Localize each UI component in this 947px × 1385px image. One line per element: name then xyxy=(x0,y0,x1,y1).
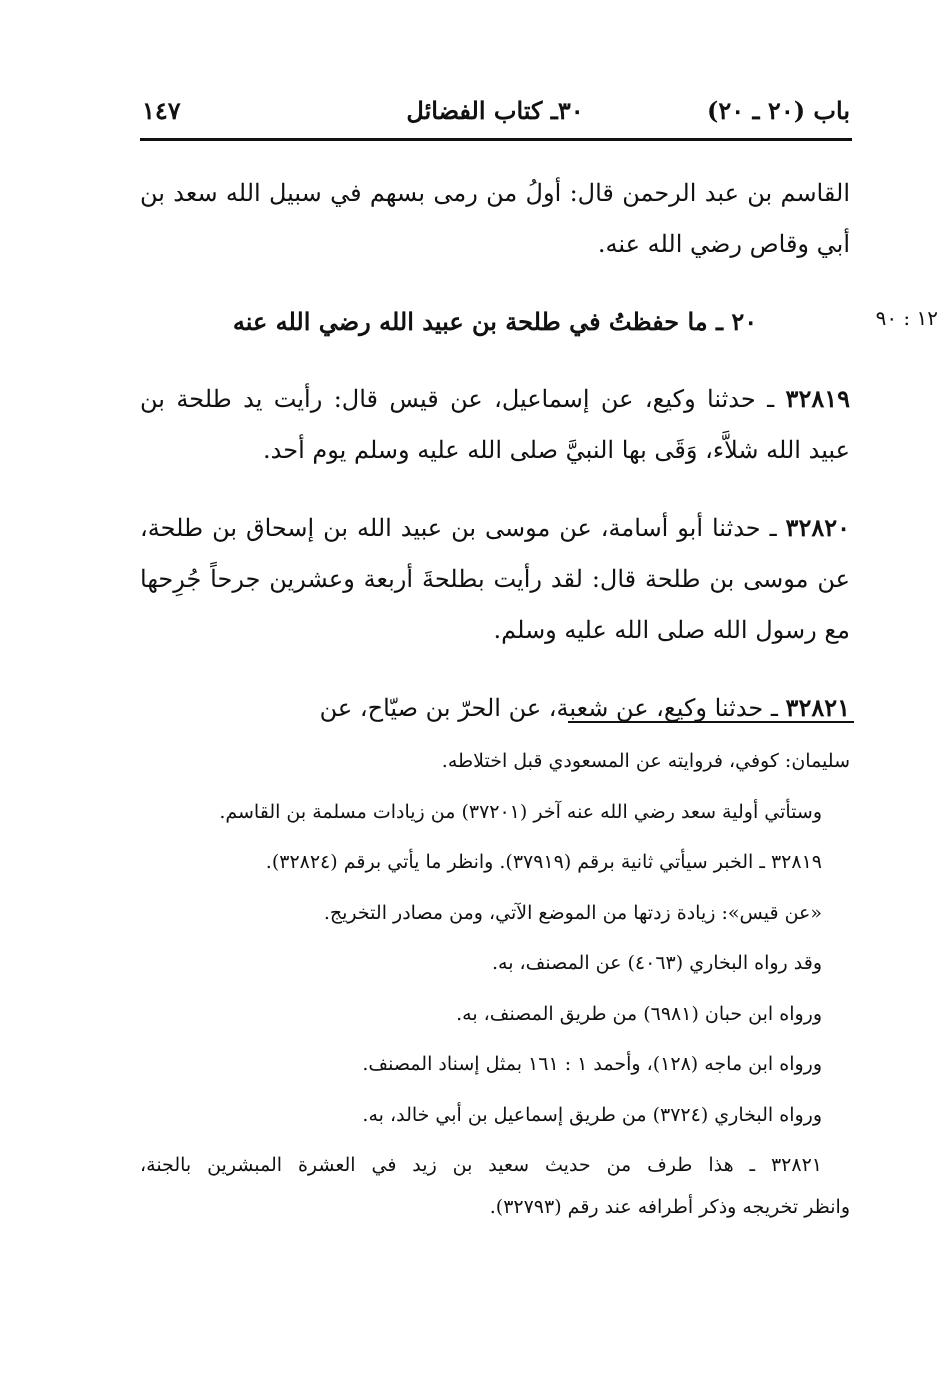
header-rule xyxy=(140,138,852,141)
hadith-number: ٣٢٨٢١ xyxy=(785,693,850,722)
footnote-line: ورواه البخاري (٣٧٢٤) من طريق إسماعيل بن أبي خالد، به. xyxy=(362,1103,822,1126)
intro-paragraph: القاسم بن عبد الرحمن قال: أولُ من رمى بسهم في سبيل الله سعد بن أبي وقاص رضي الله عنه. xyxy=(140,179,850,258)
footnote-line: ٣٢٨١٩ ـ الخبر سيأتي ثانية برقم (٣٧٩١٩). وانظر ما يأتي برقم (٣٢٨٢٤). xyxy=(265,851,822,873)
chapter-label: باب (٢٠ ـ ٢٠) xyxy=(707,96,850,125)
hadith-paragraph xyxy=(140,373,850,476)
footnote-line: «عن قيس»: زيادة زدتها من الموضع الآتي، ومن مصادر التخريج. xyxy=(323,901,822,924)
hadith-paragraph xyxy=(140,682,850,734)
hadith-text: ـ حدثنا وكيع، عن إسماعيل، عن قيس قال: رأيت يد طلحة بن عبيد الله شلاَّء، وَقَى بها النبيَّ صلى الله عليه وسلم يوم أحد. xyxy=(140,385,850,464)
footnote-rule xyxy=(568,721,854,723)
margin-reference: ١٢ : ٩٠ xyxy=(875,306,938,330)
hadith-number: ٣٢٨١٩ xyxy=(785,384,850,413)
page-header xyxy=(140,88,850,138)
book-title: ٣٠ـ كتاب الفضائل xyxy=(406,96,584,125)
hadith-paragraph xyxy=(140,502,850,656)
footnote-line: ورواه ابن ماجه (١٢٨)، وأحمد ١ : ١٦١ بمثل إسناد المصنف. xyxy=(362,1053,822,1075)
footnote-line: وقد رواه البخاري (٤٠٦٣) عن المصنف، به. xyxy=(492,952,822,974)
footnote-line: وستأتي أولية سعد رضي الله عنه آخر (٣٧٢٠١) من زيادات مسلمة بن القاسم. xyxy=(219,800,822,823)
page-number: ١٤٧ xyxy=(142,96,181,125)
section-heading: ٢٠ ـ ما حفظتُ في طلحة بن عبيد الله رضي الله عنه xyxy=(232,307,758,336)
main-text xyxy=(140,168,850,760)
footnote-line: سليمان: كوفي، فروايته عن المسعودي قبل اختلاطه. xyxy=(441,750,850,772)
hadith-text: ـ حدثنا وكيع، عن شعبة، عن الحرّ بن صيّاح، عن xyxy=(319,694,786,722)
footnote-line: ٣٢٨٢١ ـ هذا طرف من حديث سعيد بن زيد في العشرة المبشرين بالجنة، xyxy=(140,1154,822,1176)
footnote-line: ورواه ابن حبان (٦٩٨١) من طريق المصنف، به. xyxy=(456,1002,822,1025)
hadith-number: ٣٢٨٢٠ xyxy=(785,513,850,542)
hadith-text: ـ حدثنا أبو أسامة، عن موسى بن عبيد الله بن إسحاق بن طلحة، عن موسى بن طلحة قال: لقد رأيت بطلحةَ أربعة وعشرين جرحاً جُرِحها مع رسول الله صلى الله عليه وسلم. xyxy=(140,514,850,644)
footnotes xyxy=(140,736,850,1223)
footnote-line: وانظر تخريجه وذكر أطرافه عند رقم (٣٢٧٩٣). xyxy=(489,1195,850,1218)
